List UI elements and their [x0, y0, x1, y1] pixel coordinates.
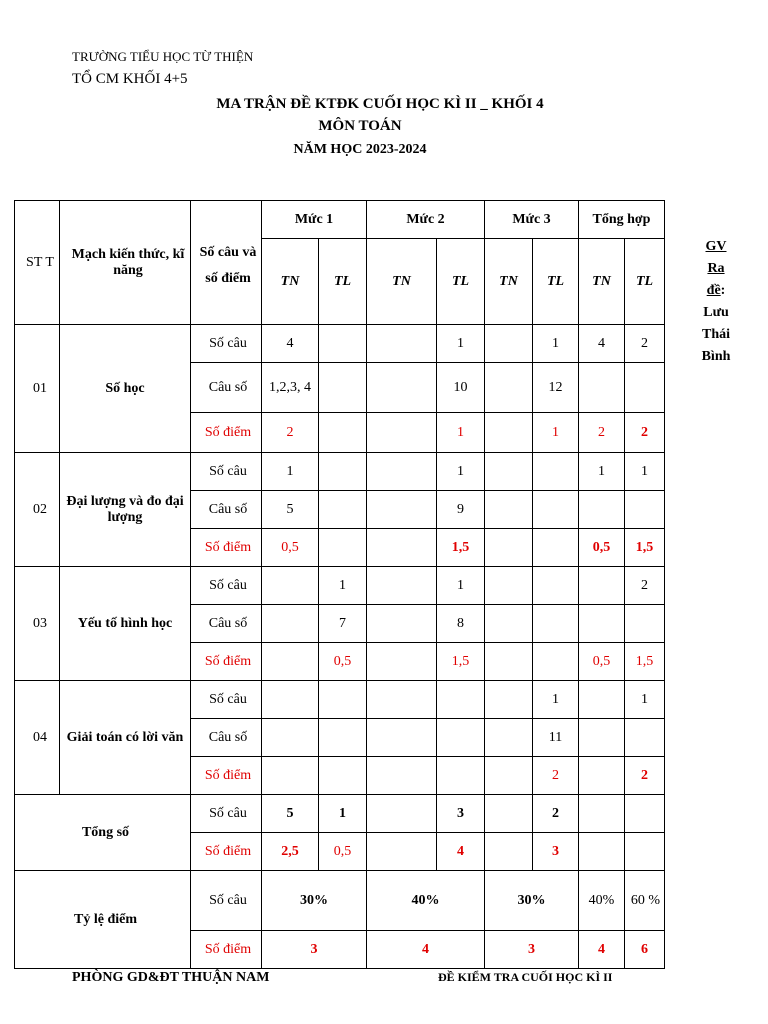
header-tn: TN: [485, 239, 533, 325]
cell-sodiem-c2: [367, 643, 437, 681]
cell-sodiem-c4: [485, 643, 533, 681]
row-label-socau: Số câu: [191, 325, 262, 363]
row-label-sodiem: Số điểm: [191, 931, 262, 969]
group-3-row-socau: [15, 567, 665, 605]
author-ra: Ra: [707, 261, 725, 276]
cell-causo-c5: [533, 491, 579, 529]
cell-sodiem-c0: 0,5: [262, 529, 319, 567]
cell-sodiem-c2: [367, 529, 437, 567]
cell-socau-c5: 1: [533, 325, 579, 363]
total-sodiem-c1: 0,5: [319, 833, 367, 871]
header-socau: Số câu và số điểm: [191, 201, 262, 325]
cell-socau-c1: [319, 681, 367, 719]
total-socau-c0: 5: [262, 795, 319, 833]
author-de-line: [688, 280, 744, 302]
ratio-socau-tl: 60 %: [625, 871, 665, 931]
header-muc1: Mức 1: [262, 201, 367, 239]
ratio-socau-m3: 30%: [485, 871, 579, 931]
cell-socau-c0: [262, 681, 319, 719]
doc-subject: MÔN TOÁN: [318, 118, 402, 134]
cell-socau-c1: [319, 325, 367, 363]
header-muc3: Mức 3: [485, 201, 579, 239]
total-socau-c6: [579, 795, 625, 833]
cell-sodiem-c2: [367, 413, 437, 453]
ratio-socau-m1: 30%: [262, 871, 367, 931]
group-name: Yếu tố hình học: [60, 567, 191, 681]
cell-causo-c7: [625, 491, 665, 529]
cell-causo-c7: [625, 363, 665, 413]
cell-causo-c5: 11: [533, 719, 579, 757]
cell-socau-c2: [367, 325, 437, 363]
footer-right: ĐỀ KIỂM TRA CUỐI HỌC KÌ II: [438, 970, 613, 984]
cell-socau-c7: 2: [625, 325, 665, 363]
row-label-causo: Câu số: [191, 605, 262, 643]
cell-sodiem-c0: [262, 757, 319, 795]
cell-causo-c6: [579, 491, 625, 529]
author-name-3: Bình: [701, 349, 731, 364]
header-tn: TN: [367, 239, 437, 325]
row-label-causo: Câu số: [191, 491, 262, 529]
row-label-causo: Câu số: [191, 363, 262, 413]
cell-socau-c0: 1: [262, 453, 319, 491]
group-2-row-socau: [15, 453, 665, 491]
author-note: [688, 236, 744, 368]
cell-socau-c2: [367, 567, 437, 605]
cell-sodiem-c4: [485, 529, 533, 567]
cell-causo-c3: 9: [437, 491, 485, 529]
cell-socau-c1: 1: [319, 567, 367, 605]
header-tl: TL: [437, 239, 485, 325]
cell-sodiem-c6: [579, 757, 625, 795]
row-label-sodiem: Số điểm: [191, 413, 262, 453]
author-colon: :: [720, 283, 726, 298]
row-label-socau: Số câu: [191, 453, 262, 491]
cell-causo-c0: 1,2,3, 4: [262, 363, 319, 413]
cell-causo-c4: [485, 719, 533, 757]
assessment-matrix: [14, 200, 665, 969]
cell-socau-c4: [485, 567, 533, 605]
footer-left: PHÒNG GD&ĐT THUẬN NAM: [72, 970, 270, 985]
cell-causo-c4: [485, 605, 533, 643]
author-name-2: Thái: [701, 327, 730, 342]
cell-socau-c3: [437, 681, 485, 719]
row-label-sodiem: Số điểm: [191, 833, 262, 871]
cell-socau-c4: [485, 453, 533, 491]
group-1-row-socau: [15, 325, 665, 363]
total-socau-c2: [367, 795, 437, 833]
total-socau-c4: [485, 795, 533, 833]
cell-causo-c1: [319, 719, 367, 757]
cell-socau-c5: 1: [533, 681, 579, 719]
cell-sodiem-c5: 1: [533, 413, 579, 453]
cell-sodiem-c0: 2: [262, 413, 319, 453]
cell-sodiem-c7: 1,5: [625, 529, 665, 567]
doc-title: MA TRẬN ĐỀ KTĐK CUỐI HỌC KÌ II _ KHỐI 4: [216, 96, 544, 112]
group-stt: 02: [15, 453, 60, 567]
cell-sodiem-c0: [262, 643, 319, 681]
cell-causo-c2: [367, 605, 437, 643]
ratio-sodiem-tn: 4: [579, 931, 625, 969]
header-muc2: Mức 2: [367, 201, 485, 239]
header-tl: TL: [319, 239, 367, 325]
cell-causo-c0: 5: [262, 491, 319, 529]
author-de: đề: [706, 283, 721, 298]
cell-causo-c4: [485, 491, 533, 529]
cell-causo-c1: [319, 363, 367, 413]
cell-socau-c2: [367, 453, 437, 491]
cell-causo-c2: [367, 363, 437, 413]
cell-sodiem-c2: [367, 757, 437, 795]
ratio-sodiem-m3: 3: [485, 931, 579, 969]
total-sodiem-c4: [485, 833, 533, 871]
row-label-socau: Số câu: [191, 681, 262, 719]
cell-socau-c6: [579, 567, 625, 605]
cell-sodiem-c1: 0,5: [319, 643, 367, 681]
cell-socau-c5: [533, 453, 579, 491]
cell-causo-c6: [579, 719, 625, 757]
total-sodiem-c7: [625, 833, 665, 871]
group-stt: 04: [15, 681, 60, 795]
cell-socau-c2: [367, 681, 437, 719]
group-name: Giải toán có lời văn: [60, 681, 191, 795]
row-label-sodiem: Số điểm: [191, 643, 262, 681]
cell-sodiem-c3: 1: [437, 413, 485, 453]
group-4-row-socau: [15, 681, 665, 719]
cell-sodiem-c6: 0,5: [579, 643, 625, 681]
row-label-socau: Số câu: [191, 795, 262, 833]
cell-sodiem-c1: [319, 413, 367, 453]
row-label-socau: Số câu: [191, 871, 262, 931]
cell-socau-c7: 1: [625, 681, 665, 719]
ratio-socau-tn: 40%: [579, 871, 625, 931]
cell-socau-c4: [485, 325, 533, 363]
header-stt: ST T: [15, 201, 60, 325]
cell-sodiem-c4: [485, 413, 533, 453]
total-label: Tổng số: [15, 795, 191, 871]
total-socau-c1: 1: [319, 795, 367, 833]
ratio-sodiem-m1: 3: [262, 931, 367, 969]
cell-sodiem-c4: [485, 757, 533, 795]
row-label-socau: Số câu: [191, 567, 262, 605]
cell-sodiem-c1: [319, 529, 367, 567]
cell-causo-c5: [533, 605, 579, 643]
cell-sodiem-c5: [533, 643, 579, 681]
cell-causo-c0: [262, 605, 319, 643]
ratio-sodiem-tl: 6: [625, 931, 665, 969]
total-sodiem-c2: [367, 833, 437, 871]
cell-socau-c6: 4: [579, 325, 625, 363]
school-name: TRƯỜNG TIỂU HỌC TỪ THIỆN: [72, 49, 254, 64]
header-mach: Mạch kiến thức, kĩ năng: [60, 201, 191, 325]
header-tn: TN: [262, 239, 319, 325]
cell-sodiem-c7: 1,5: [625, 643, 665, 681]
cell-sodiem-c6: 0,5: [579, 529, 625, 567]
cell-sodiem-c3: 1,5: [437, 643, 485, 681]
cell-socau-c6: 1: [579, 453, 625, 491]
doc-year: NĂM HỌC 2023-2024: [293, 142, 427, 157]
cell-causo-c3: 10: [437, 363, 485, 413]
cell-causo-c7: [625, 719, 665, 757]
cell-socau-c7: 2: [625, 567, 665, 605]
row-label-sodiem: Số điểm: [191, 757, 262, 795]
cell-causo-c7: [625, 605, 665, 643]
cell-socau-c5: [533, 567, 579, 605]
cell-causo-c5: 12: [533, 363, 579, 413]
row-label-sodiem: Số điểm: [191, 529, 262, 567]
header-tl: TL: [533, 239, 579, 325]
department-name: TỔ CM KHỐI 4+5: [72, 71, 188, 87]
cell-sodiem-c7: 2: [625, 413, 665, 453]
header-tn: TN: [579, 239, 625, 325]
cell-sodiem-c1: [319, 757, 367, 795]
group-name: Số học: [60, 325, 191, 453]
cell-causo-c1: [319, 491, 367, 529]
group-stt: 03: [15, 567, 60, 681]
row-label-causo: Câu số: [191, 719, 262, 757]
cell-causo-c6: [579, 605, 625, 643]
header-tl: TL: [625, 239, 665, 325]
cell-sodiem-c3: 1,5: [437, 529, 485, 567]
ratio-socau-m2: 40%: [367, 871, 485, 931]
cell-socau-c3: 1: [437, 325, 485, 363]
total-socau-c7: [625, 795, 665, 833]
cell-sodiem-c3: [437, 757, 485, 795]
cell-socau-c6: [579, 681, 625, 719]
ratio-label: Tỷ lệ điểm: [15, 871, 191, 969]
author-gv: GV: [705, 239, 727, 254]
cell-socau-c3: 1: [437, 567, 485, 605]
group-stt: 01: [15, 325, 60, 453]
author-name-1: Lưu: [703, 305, 729, 320]
cell-sodiem-c7: 2: [625, 757, 665, 795]
total-socau-c5: 2: [533, 795, 579, 833]
header-tong: Tổng hợp: [579, 201, 665, 239]
cell-causo-c2: [367, 719, 437, 757]
cell-causo-c3: 8: [437, 605, 485, 643]
cell-socau-c3: 1: [437, 453, 485, 491]
total-sodiem-c3: 4: [437, 833, 485, 871]
total-sodiem-c0: 2,5: [262, 833, 319, 871]
cell-causo-c1: 7: [319, 605, 367, 643]
cell-sodiem-c5: 2: [533, 757, 579, 795]
cell-causo-c0: [262, 719, 319, 757]
cell-socau-c7: 1: [625, 453, 665, 491]
cell-causo-c3: [437, 719, 485, 757]
cell-causo-c4: [485, 363, 533, 413]
cell-sodiem-c6: 2: [579, 413, 625, 453]
cell-sodiem-c5: [533, 529, 579, 567]
cell-socau-c0: 4: [262, 325, 319, 363]
cell-causo-c6: [579, 363, 625, 413]
group-name: Đại lượng và đo đại lượng: [60, 453, 191, 567]
total-sodiem-c5: 3: [533, 833, 579, 871]
cell-causo-c2: [367, 491, 437, 529]
total-socau-c3: 3: [437, 795, 485, 833]
total-sodiem-c6: [579, 833, 625, 871]
cell-socau-c1: [319, 453, 367, 491]
ratio-sodiem-m2: 4: [367, 931, 485, 969]
cell-socau-c0: [262, 567, 319, 605]
cell-socau-c4: [485, 681, 533, 719]
